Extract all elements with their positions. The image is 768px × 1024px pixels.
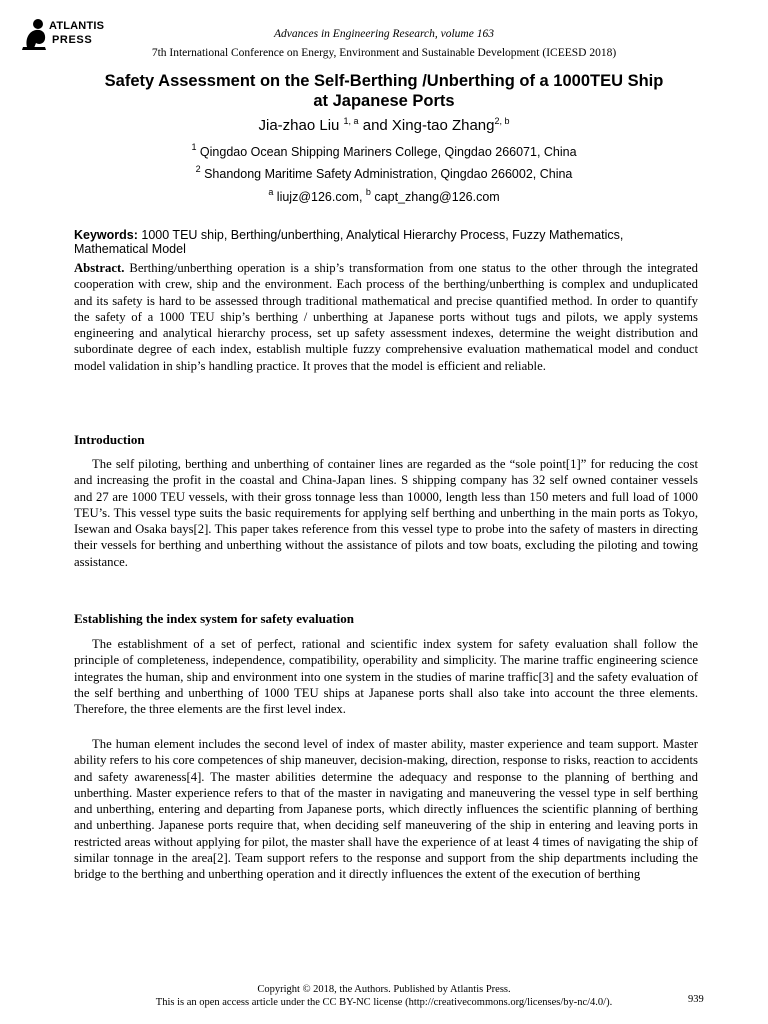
keywords-text: 1000 TEU ship, Berthing/unberthing, Analytical Hierarchy Process, Fuzzy Mathematics, Mathematical Model [74,228,624,256]
author-emails [0,187,768,204]
authors [0,117,768,134]
affiliation-2-text: Shandong Maritime Safety Administration, Qingdao 266002, China [200,167,573,181]
section-heading-introduction: Introduction [74,432,145,447]
abstract-label: Abstract. [74,261,125,275]
keywords-label: Keywords: [74,228,138,242]
email-b: capt_zhang@126.com [370,190,500,204]
conference-title: 7th International Conference on Energy, Environment and Sustainable Development (ICEESD 2018) [151,47,617,59]
paper-title [40,71,728,111]
copyright-notice: Copyright © 2018, the Authors. Published by Atlantis Press. [257,984,511,995]
section-heading-index-system: Establishing the index system for safety evaluation [74,611,354,626]
paper-title-line2: at Japanese Ports [313,92,455,110]
affiliation-1-marker: 1 [191,142,197,152]
license-notice: This is an open access article under the CC BY-NC license (http://creativecommons.org/licenses/by-nc/4.0/). [155,997,613,1008]
journal-title: Advances in Engineering Research, volume 163 [274,28,494,40]
author-2-affil: 2, b [494,116,510,126]
author-1-affil: 1, a [343,116,359,126]
affiliation-2 [0,164,768,181]
abstract [74,260,698,374]
author-1: Jia-zhao Liu [258,117,344,134]
abstract-text: Berthing/unberthing operation is a ship’s transformation from one status to the other through the integrated cooperation with crew, ship and the environment. Each process of the berthing/unberthing is complex and unduplicated and its safety is hard to be assessed through traditional mathematical and precise quantified method. In order to quantify the safety of a 1000 TEU ship’s berthing / unberthing at Japanese ports without tugs and pilots, we apply systems engineering and analytical hierarchy process, set up safety assessment indexes, determine the weight distribution and subordinate degree of each index, establish multiple fuzzy comprehensive evaluation mathematical model and conduct model validation in ship’s handling practice. It proves that the model is efficient and reliable. [74,261,698,373]
index-system-paragraph-2: The human element includes the second level of index of master ability, master experience and team support. Master ability refers to his core competences of ship maneuver, decision-making, direction, response to risks, reaction to accidents and safety awareness[4]. The master abilities determine the adequacy and response to the planning of berthing and unberthing. Master experience refers to that of the master in navigating and maneuvering the vessel type in self berthing and unberthing, entering and departing from Japanese ports, which directly influences the scientific planning of berthing and unberthing. Japanese ports require that, when deciding self maneuvering of the ship in entering and leaving ports in restricted areas without applying for pilot, the master shall have the experience of at least 4 times of navigating the ship of similar tonnage in the area[2]. Team support refers to the response and support from the ship departments including the bridge to the berthing and unberthing operation and it directly influences the extent of the execution of berthing [74,737,698,882]
publisher-name-line1: ATLANTIS [49,20,105,32]
affiliation-1 [0,142,768,159]
page-number: 939 [688,994,704,1005]
keywords [74,228,698,256]
email-a: liujz@126.com, [273,190,366,204]
affiliation-2-marker: 2 [195,164,201,174]
affiliation-1-text: Qingdao Ocean Shipping Mariners College, Qingdao 266071, China [196,145,577,159]
introduction-paragraph: The self piloting, berthing and unberthing of container lines are regarded as the “sole point[1]” for reducing the cost and increasing the profit in the coastal and China-Japan lines. S shipping company has 32 self owned container vessels and 27 are 1000 TEU vessels, with their gross tonnage less than 10000, length less than 150 meters and full load of 1000 TEU’s. This vessel type suits the basic requirements for applying self berthing and unberthing in the main ports as Tokyo, Isewan and Osaka bays[2]. This paper takes reference from this vessel type to probe into the safety of masters in directing their vessels for berthing and unberthing without the assistance of pilots and tow boats, excluding the piloting and towing assistance. [74,457,698,569]
email-b-marker: b [365,187,371,197]
paper-title-line1: Safety Assessment on the Self-Berthing /Unberthing of a 1000TEU Ship [104,72,664,90]
author-2: and Xing-tao Zhang [358,117,495,134]
index-system-paragraph-1: The establishment of a set of perfect, rational and scientific index system for safety evaluation shall follow the principle of completeness, independence, compatibility, operability and simplicity. The marine traffic engineering science integrates the human, ship and environment into one system in the studies of marine traffic[3] and the safety evaluation of the self berthing and unberthing of 1000 TEU ships at Japanese ports shall also take into account the three elements. Therefore, the three elements are the first level index. [74,637,698,717]
email-a-marker: a [268,187,274,197]
publisher-name-line2: PRESS [52,34,93,46]
